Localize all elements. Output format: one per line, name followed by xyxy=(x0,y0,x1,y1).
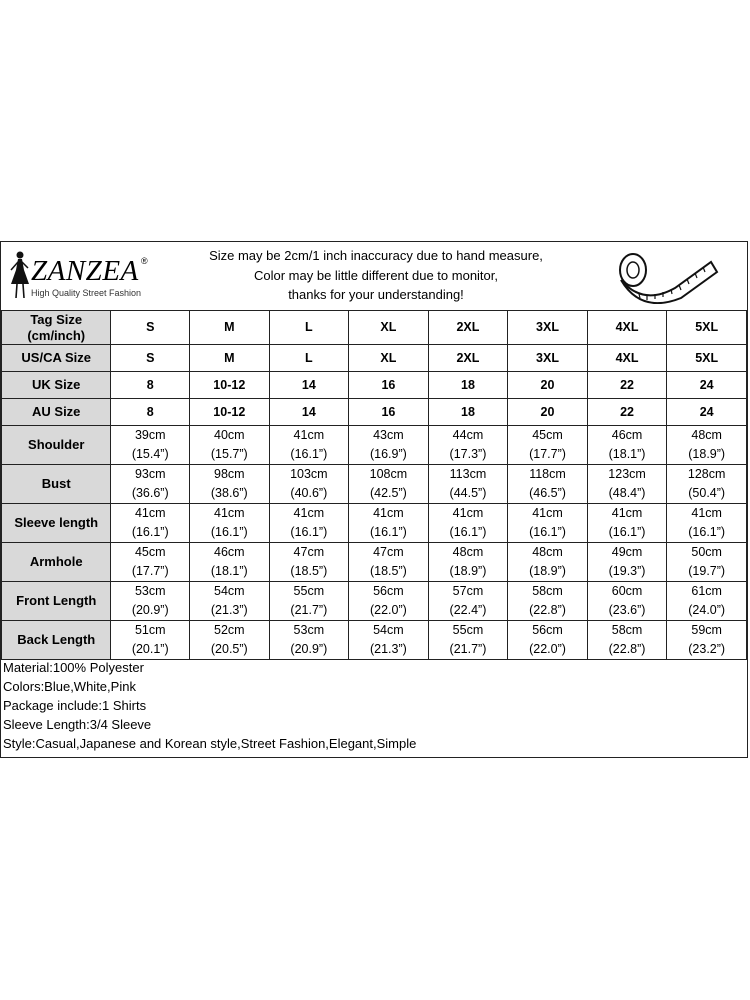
inch-value: (19.3”) xyxy=(608,564,646,578)
cm-value: 46cm xyxy=(611,428,643,442)
inch-value: (20.5”) xyxy=(210,642,248,656)
inch-value: (16.1”) xyxy=(449,525,487,539)
size-header-cell: 2XL xyxy=(428,311,508,345)
measurement-cell xyxy=(111,504,190,543)
table-row xyxy=(2,311,747,345)
cm-value: 56cm xyxy=(532,623,563,637)
inch-value: (21.7”) xyxy=(449,642,487,656)
size-cell: L xyxy=(269,345,349,372)
inch-value: (48.4”) xyxy=(608,486,646,500)
inch-value: (40.6”) xyxy=(290,486,328,500)
measurement-cell xyxy=(269,465,349,504)
registered-mark: ® xyxy=(141,256,148,266)
measurement-cell xyxy=(587,465,667,504)
measurement-cell xyxy=(508,465,588,504)
measurement-cell xyxy=(508,582,588,621)
measurement-cell xyxy=(349,465,429,504)
measurement-cell xyxy=(111,582,190,621)
row-label: Back Length xyxy=(2,621,111,660)
measurement-cell xyxy=(587,582,667,621)
inch-value: (18.1”) xyxy=(608,447,646,461)
row-label: Front Length xyxy=(2,582,111,621)
size-cell: 16 xyxy=(349,372,429,399)
inch-value: (22.0”) xyxy=(529,642,566,656)
measurement-cell xyxy=(269,543,349,582)
inch-value: (15.7”) xyxy=(210,447,248,461)
inch-value: (16.1”) xyxy=(290,447,328,461)
size-header-cell: L xyxy=(269,311,349,345)
measurement-cell xyxy=(349,582,429,621)
row-label: UK Size xyxy=(2,372,111,399)
size-cell: 10-12 xyxy=(190,399,270,426)
size-cell: 20 xyxy=(508,372,588,399)
inch-value: (23.2”) xyxy=(688,642,726,656)
measurement-cell xyxy=(667,465,747,504)
measurement-cell xyxy=(667,621,747,660)
cm-value: 41cm xyxy=(373,506,404,520)
sleeve-note: Sleeve Length:3/4 Sleeve xyxy=(3,717,152,732)
size-cell: 24 xyxy=(667,399,747,426)
row-label-tag-size xyxy=(2,311,111,345)
cm-value: 40cm xyxy=(214,428,245,442)
table-row xyxy=(2,582,747,621)
inch-value: (18.5”) xyxy=(369,564,407,578)
inch-value: (18.1”) xyxy=(210,564,248,578)
cm-value: 47cm xyxy=(373,545,404,559)
inch-value: (18.9”) xyxy=(529,564,566,578)
inch-value: (17.3”) xyxy=(449,447,487,461)
table-row xyxy=(2,465,747,504)
size-cell: 10-12 xyxy=(190,372,270,399)
notice-line: Color may be little different due to monitor, xyxy=(254,267,498,283)
size-header-cell: S xyxy=(111,311,190,345)
size-cell: 24 xyxy=(667,372,747,399)
row-label: Shoulder xyxy=(2,426,111,465)
inch-value: (38.6”) xyxy=(210,486,248,500)
inch-value: (21.3”) xyxy=(369,642,407,656)
cm-value: 113cm xyxy=(449,467,487,481)
measurement-cell xyxy=(269,426,349,465)
measurement-cell xyxy=(190,621,270,660)
measurement-cell xyxy=(349,621,429,660)
row-label-line: Tag Size xyxy=(30,311,83,327)
measurement-cell xyxy=(190,582,270,621)
cm-value: 41cm xyxy=(293,428,325,442)
cm-value: 59cm xyxy=(691,623,722,637)
size-cell: 20 xyxy=(508,399,588,426)
table-row xyxy=(2,345,747,372)
row-label: US/CA Size xyxy=(2,345,111,372)
inch-value: (23.6”) xyxy=(608,603,646,617)
size-cell: 8 xyxy=(111,399,190,426)
row-label: AU Size xyxy=(2,399,111,426)
inch-value: (16.1”) xyxy=(210,525,248,539)
inch-value: (22.8”) xyxy=(529,603,566,617)
inch-value: (16.1”) xyxy=(369,525,407,539)
cm-value: 118cm xyxy=(529,467,566,481)
row-label: Sleeve length xyxy=(2,504,111,543)
package-note: Package include:1 Shirts xyxy=(3,698,147,713)
size-cell: XL xyxy=(349,345,429,372)
measurement-cell xyxy=(428,465,508,504)
cm-value: 47cm xyxy=(293,545,325,559)
cm-value: 57cm xyxy=(452,584,484,598)
cm-value: 128cm xyxy=(687,467,726,481)
measurement-cell xyxy=(269,582,349,621)
cm-value: 45cm xyxy=(532,428,563,442)
measurement-cell xyxy=(111,543,190,582)
measurement-cell xyxy=(428,504,508,543)
cm-value: 51cm xyxy=(134,623,166,637)
cm-value: 54cm xyxy=(214,584,245,598)
measurement-cell xyxy=(508,543,588,582)
cm-value: 55cm xyxy=(293,584,325,598)
measuring-tape-icon xyxy=(613,248,723,304)
measurement-cell xyxy=(667,504,747,543)
measurement-cell xyxy=(190,426,270,465)
measurement-cell xyxy=(111,465,190,504)
table-row xyxy=(2,504,747,543)
size-cell: M xyxy=(190,345,270,372)
cm-value: 60cm xyxy=(611,584,643,598)
inch-value: (18.9”) xyxy=(449,564,487,578)
measurement-cell xyxy=(111,426,190,465)
cm-value: 41cm xyxy=(532,506,563,520)
row-label: Bust xyxy=(2,465,111,504)
cm-value: 41cm xyxy=(293,506,325,520)
notice-line: Size may be 2cm/1 inch inaccuracy due to hand measure, xyxy=(209,248,543,263)
cm-value: 44cm xyxy=(452,428,484,442)
size-header-cell: XL xyxy=(349,311,429,345)
inch-value: (17.7”) xyxy=(529,447,566,461)
size-cell: 18 xyxy=(428,372,508,399)
inch-value: (16.1”) xyxy=(131,525,169,539)
cm-value: 48cm xyxy=(532,545,563,559)
cm-value: 98cm xyxy=(214,467,245,481)
size-cell: S xyxy=(111,345,190,372)
size-cell: 22 xyxy=(587,372,667,399)
brand-name: ZANZEA xyxy=(31,255,139,287)
size-cell: 2XL xyxy=(428,345,508,372)
cm-value: 61cm xyxy=(691,584,722,598)
size-cell: 18 xyxy=(428,399,508,426)
inch-value: (36.6”) xyxy=(131,486,169,500)
size-header-cell: 3XL xyxy=(508,311,588,345)
cm-value: 55cm xyxy=(452,623,484,637)
cm-value: 43cm xyxy=(373,428,404,442)
cm-value: 123cm xyxy=(608,467,646,481)
cm-value: 41cm xyxy=(134,506,166,520)
cm-value: 103cm xyxy=(290,467,328,481)
size-cell: 16 xyxy=(349,399,429,426)
measurement-notice xyxy=(171,246,581,305)
measurement-cell xyxy=(190,504,270,543)
measurement-cell xyxy=(587,426,667,465)
size-cell: 14 xyxy=(269,399,349,426)
inch-value: (44.5”) xyxy=(449,486,487,500)
measurement-cell xyxy=(269,504,349,543)
inch-value: (17.7”) xyxy=(131,564,169,578)
cm-value: 58cm xyxy=(532,584,563,598)
size-cell: 14 xyxy=(269,372,349,399)
inch-value: (18.9”) xyxy=(688,447,726,461)
inch-value: (16.1”) xyxy=(608,525,646,539)
measurement-cell xyxy=(587,621,667,660)
row-label-line: (cm/inch) xyxy=(27,327,86,343)
size-chart xyxy=(0,241,748,758)
cm-value: 93cm xyxy=(134,467,166,481)
inch-value: (16.9”) xyxy=(369,447,407,461)
notice-line: thanks for your understanding! xyxy=(288,287,464,302)
cm-value: 58cm xyxy=(611,623,643,637)
size-header-cell: 5XL xyxy=(667,311,747,345)
material-note: Material:100% Polyester xyxy=(3,660,144,675)
measurement-cell xyxy=(269,621,349,660)
inch-value: (18.5”) xyxy=(290,564,328,578)
cm-value: 53cm xyxy=(293,623,325,637)
inch-value: (22.4”) xyxy=(449,603,487,617)
inch-value: (20.1”) xyxy=(131,642,169,656)
measurement-cell xyxy=(667,543,747,582)
size-chart-header xyxy=(1,242,747,311)
inch-value: (22.0”) xyxy=(369,603,407,617)
cm-value: 41cm xyxy=(691,506,722,520)
measurement-cell xyxy=(190,543,270,582)
inch-value: (24.0”) xyxy=(688,603,726,617)
cm-value: 49cm xyxy=(611,545,643,559)
table-row xyxy=(2,372,747,399)
cm-value: 52cm xyxy=(214,623,245,637)
inch-value: (20.9”) xyxy=(290,642,328,656)
measurement-cell xyxy=(349,426,429,465)
brand-logo xyxy=(1,248,161,304)
inch-value: (16.1”) xyxy=(529,525,566,539)
inch-value: (50.4”) xyxy=(688,486,726,500)
cm-value: 46cm xyxy=(214,545,245,559)
measurement-cell xyxy=(349,504,429,543)
measurement-cell xyxy=(428,543,508,582)
size-header-cell: M xyxy=(190,311,270,345)
cm-value: 41cm xyxy=(214,506,245,520)
cm-value: 41cm xyxy=(452,506,484,520)
inch-value: (21.7”) xyxy=(290,603,328,617)
cm-value: 45cm xyxy=(134,545,166,559)
inch-value: (20.9”) xyxy=(131,603,169,617)
measurement-cell xyxy=(508,504,588,543)
measurement-cell xyxy=(508,621,588,660)
size-cell: 22 xyxy=(587,399,667,426)
row-label: Armhole xyxy=(2,543,111,582)
cm-value: 56cm xyxy=(373,584,404,598)
inch-value: (16.1”) xyxy=(688,525,726,539)
measurement-cell xyxy=(508,426,588,465)
table-row xyxy=(2,621,747,660)
brand-tagline: High Quality Street Fashion xyxy=(31,288,142,298)
colors-note: Colors:Blue,White,Pink xyxy=(3,679,136,694)
size-header-cell: 4XL xyxy=(587,311,667,345)
measurement-cell xyxy=(667,426,747,465)
measurement-cell xyxy=(428,582,508,621)
cm-value: 48cm xyxy=(452,545,484,559)
table-row xyxy=(2,426,747,465)
table-row xyxy=(2,543,747,582)
style-note: Style:Casual,Japanese and Korean style,Street Fashion,Elegant,Simple xyxy=(3,736,417,751)
inch-value: (42.5”) xyxy=(369,486,407,500)
inch-value: (21.3”) xyxy=(210,603,248,617)
size-cell: 8 xyxy=(111,372,190,399)
inch-value: (19.7”) xyxy=(688,564,726,578)
table-row xyxy=(2,399,747,426)
cm-value: 53cm xyxy=(134,584,166,598)
measurement-cell xyxy=(667,582,747,621)
inch-value: (15.4”) xyxy=(131,447,169,461)
measurement-cell xyxy=(111,621,190,660)
cm-value: 50cm xyxy=(691,545,722,559)
measurement-cell xyxy=(190,465,270,504)
product-details xyxy=(3,658,416,753)
size-cell: 5XL xyxy=(667,345,747,372)
fashion-lady-icon xyxy=(7,250,33,300)
size-table xyxy=(1,310,747,660)
cm-value: 39cm xyxy=(134,428,166,442)
measurement-cell xyxy=(428,426,508,465)
measurement-cell xyxy=(587,504,667,543)
inch-value: (16.1”) xyxy=(290,525,328,539)
inch-value: (46.5”) xyxy=(529,486,566,500)
size-cell: 4XL xyxy=(587,345,667,372)
measurement-cell xyxy=(349,543,429,582)
cm-value: 54cm xyxy=(373,623,404,637)
cm-value: 108cm xyxy=(369,467,408,481)
cm-value: 48cm xyxy=(691,428,722,442)
cm-value: 41cm xyxy=(611,506,643,520)
inch-value: (22.8”) xyxy=(608,642,646,656)
size-cell: 3XL xyxy=(508,345,588,372)
measurement-cell xyxy=(428,621,508,660)
measurement-cell xyxy=(587,543,667,582)
